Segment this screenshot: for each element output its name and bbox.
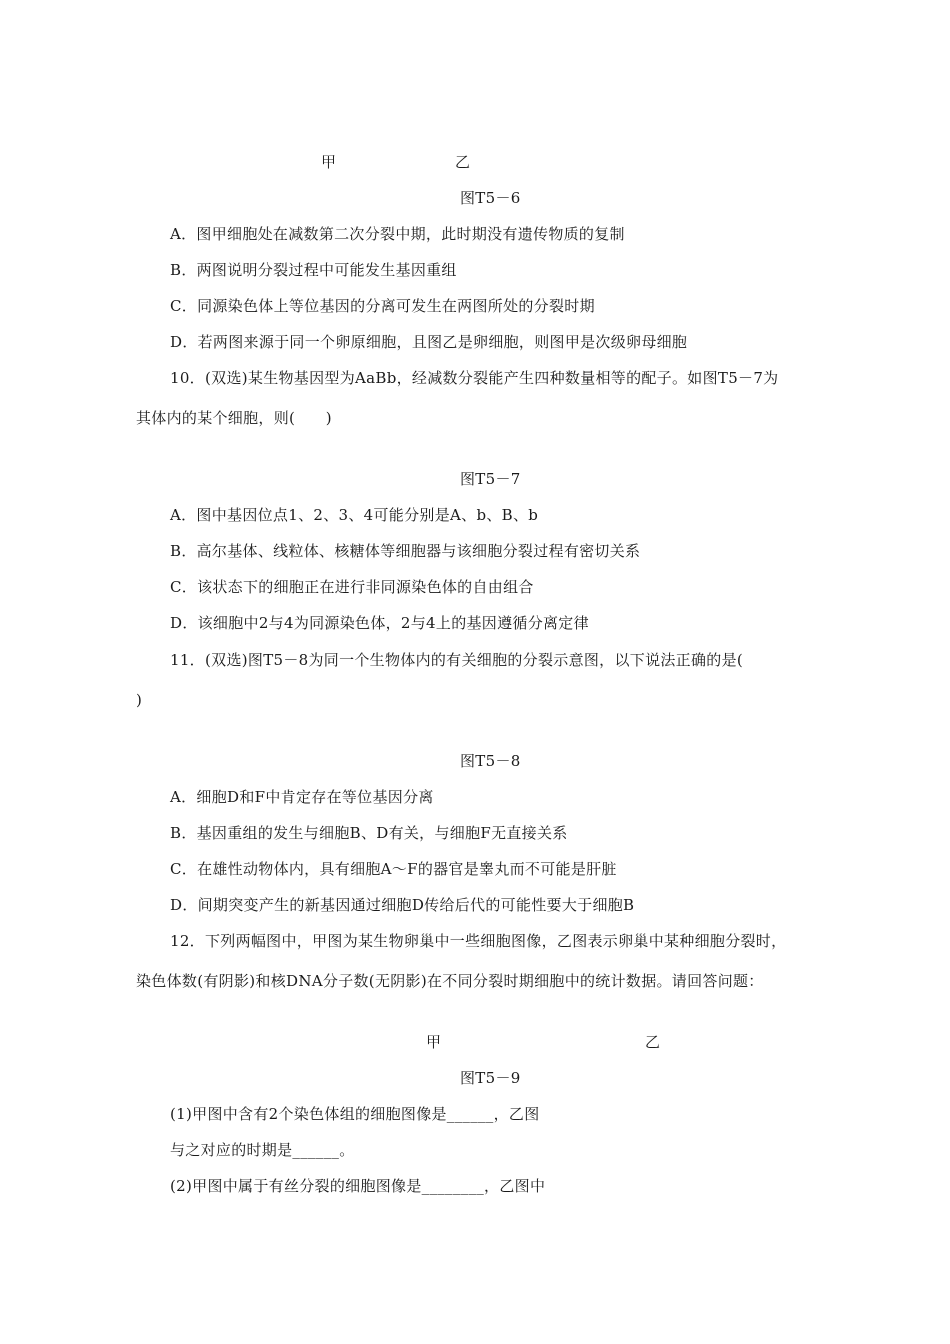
option-c: C．该状态下的细胞正在进行非同源染色体的自由组合 <box>170 578 534 596</box>
option-d: D．该细胞中2与4为同源染色体，2与4上的基因遵循分离定律 <box>170 614 589 632</box>
option-a: A．细胞D和F中肯定存在等位基因分离 <box>170 788 434 806</box>
figure-caption: 图T5－8 <box>460 752 521 770</box>
figure-caption: 图T5－7 <box>460 470 521 488</box>
figure-label-jia: 甲 <box>321 153 337 171</box>
question-stem: 10．(双选)某生物基因型为AaBb，经减数分裂能产生四种数量相等的配子。如图T5－7为 <box>170 369 779 387</box>
option-b: B．高尔基体、线粒体、核糖体等细胞器与该细胞分裂过程有密切关系 <box>170 542 641 560</box>
option-a: A．图甲细胞处在减数第二次分裂中期，此时期没有遗传物质的复制 <box>170 225 625 243</box>
option-d: D．若两图来源于同一个卵原细胞，且图乙是卵细胞，则图甲是次级卵母细胞 <box>170 333 688 351</box>
question-stem: 其体内的某个细胞，则( ) <box>136 409 332 427</box>
question-stem: 染色体数(有阴影)和核DNA分子数(无阴影)在不同分裂时期细胞中的统计数据。请回答问题： <box>136 972 764 990</box>
sub-question: (1)甲图中含有2个染色体组的细胞图像是______，乙图 <box>170 1105 540 1123</box>
question-stem: 12．下列两幅图中，甲图为某生物卵巢中一些细胞图像，乙图表示卵巢中某种细胞分裂时， <box>170 932 787 950</box>
figure-label-yi: 乙 <box>645 1033 661 1051</box>
question-stem: ) <box>136 691 143 709</box>
option-a: A．图中基因位点1、2、3、4可能分别是A、b、B、b <box>170 506 539 524</box>
figure-label-jia: 甲 <box>426 1033 442 1051</box>
figure-label-yi: 乙 <box>455 153 471 171</box>
option-c: C．在雄性动物体内，具有细胞A～F的器官是睾丸而不可能是肝脏 <box>170 860 617 878</box>
question-stem: 11．(双选)图T5－8为同一个生物体内的有关细胞的分裂示意图，以下说法正确的是( <box>170 651 744 669</box>
figure-caption: 图T5－6 <box>460 189 521 207</box>
option-d: D．间期突变产生的新基因通过细胞D传给后代的可能性要大于细胞B <box>170 896 635 914</box>
sub-question: 与之对应的时期是______。 <box>170 1141 355 1159</box>
option-b: B．基因重组的发生与细胞B、D有关，与细胞F无直接关系 <box>170 824 568 842</box>
sub-question: (2)甲图中属于有丝分裂的细胞图像是________，乙图中 <box>170 1177 546 1195</box>
figure-caption: 图T5－9 <box>460 1069 521 1087</box>
option-b: B．两图说明分裂过程中可能发生基因重组 <box>170 261 457 279</box>
option-c: C．同源染色体上等位基因的分离可发生在两图所处的分裂时期 <box>170 297 595 315</box>
